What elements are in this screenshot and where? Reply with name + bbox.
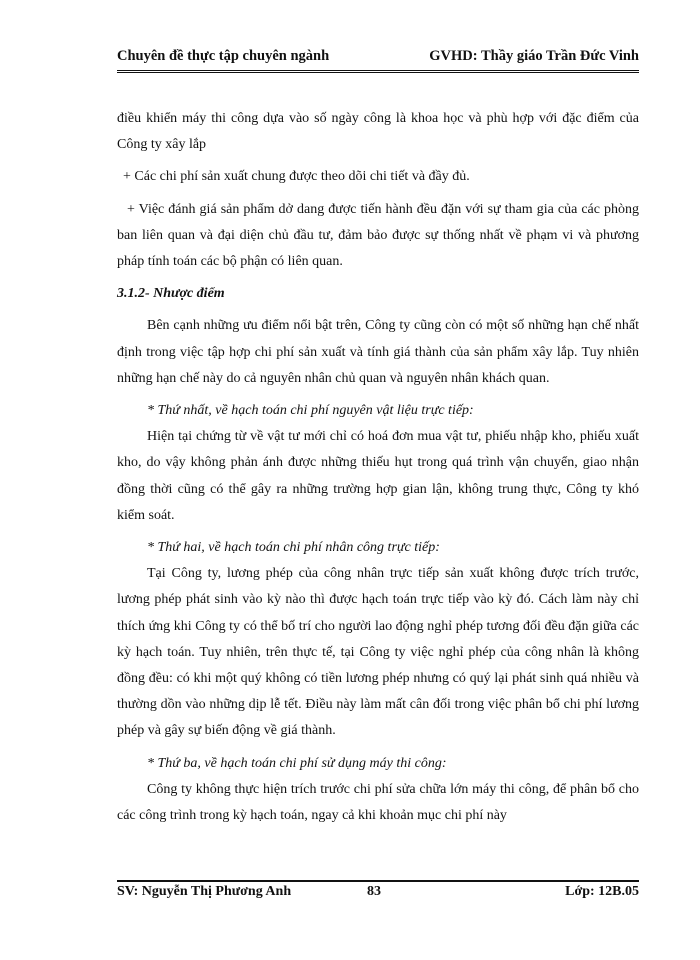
paragraph-machine-costs: Công ty không thực hiện trích trước chi phí sửa chữa lớn máy thi công, để phân bổ cho các công trình trong kỳ hạch toán, ngay cả khi khoản mục chi phí này (117, 781, 639, 824)
paragraph-labor-costs: Tại Công ty, lương phép của công nhân trực tiếp sản xuất không được trích trước, lương phép phát sinh vào kỳ nào thì được hạch toán trực tiếp vào kỳ đó. Cách làm này chỉ thích ứng khi Công ty có thể bố trí cho người lao động nghỉ phép tương đối đều đặn giữa các kỳ hạch toán. Tuy nhiên, trên thực tế, tại Công ty việc nghỉ phép của công nhân là không đồng đều: có khi một quý không có tiền lương phép nhưng có quý lại phát sinh quá nhiều và thường dồn vào những dịp lễ tết. Điều này làm mất cân đối trong việc phân bổ chi phí lương phép và gây sự biến động về giá thành. (117, 566, 639, 739)
header-supervisor: GVHD: Thầy giáo Trần Đức Vinh (429, 48, 639, 64)
footer-divider (117, 880, 639, 882)
header-divider (117, 70, 639, 73)
heading-labor-costs: * Thứ hai, về hạch toán chi phí nhân công trực tiếp: (147, 540, 440, 556)
document-body (117, 106, 639, 835)
paragraph-wip-valuation: + Việc đánh giá sản phẩm dở dang được tiến hành đều đặn với sự tham gia của các phòng ban liên quan và đại diện chủ đầu tư, đảm bảo được sự thống nhất về phạm vi và phương pháp tính toán các bộ phận có liên quan. (117, 201, 639, 270)
page-footer (117, 884, 639, 906)
heading-material-costs: * Thứ nhất, về hạch toán chi phí nguyên vật liệu trực tiếp: (147, 403, 474, 419)
header-course-title: Chuyên đề thực tập chuyên ngành (117, 48, 330, 64)
footer-class: Lớp: 12B.05 (565, 884, 639, 899)
section-heading-weaknesses: 3.1.2- Nhược điểm (117, 286, 225, 302)
footer-page-number: 83 (367, 884, 381, 899)
heading-machine-costs: * Thứ ba, về hạch toán chi phí sử dụng máy thi công: (147, 755, 447, 771)
paragraph-limitations-intro: Bên cạnh những ưu điểm nổi bật trên, Công ty cũng còn có một số những hạn chế nhất định trong việc tập hợp chi phí sản xuất và tính giá thành của sản phẩm xây lắp. Tuy nhiên những hạn chế này do cả nguyên nhân chủ quan và nguyên nhân khách quan. (117, 318, 639, 386)
paragraph-machine-control: điều khiển máy thi công dựa vào số ngày công là khoa học và phù hợp với đặc điểm của Công ty xây lắp (117, 111, 639, 153)
paragraph-general-costs: + Các chi phí sản xuất chung được theo dõi chi tiết và đầy đủ. (123, 169, 470, 185)
footer-student-name: SV: Nguyễn Thị Phương Anh (117, 884, 292, 899)
paragraph-material-costs: Hiện tại chứng từ về vật tư mới chỉ có hoá đơn mua vật tư, phiếu nhập kho, phiếu xuất kho, do vậy không phản ánh được những thiếu hụt trong quá trình vận chuyển, giao nhận đồng thời cũng có thể gây ra những trường hợp gian lận, không trung thực, Công ty khó kiểm soát. (117, 429, 639, 523)
page-header (117, 46, 639, 68)
